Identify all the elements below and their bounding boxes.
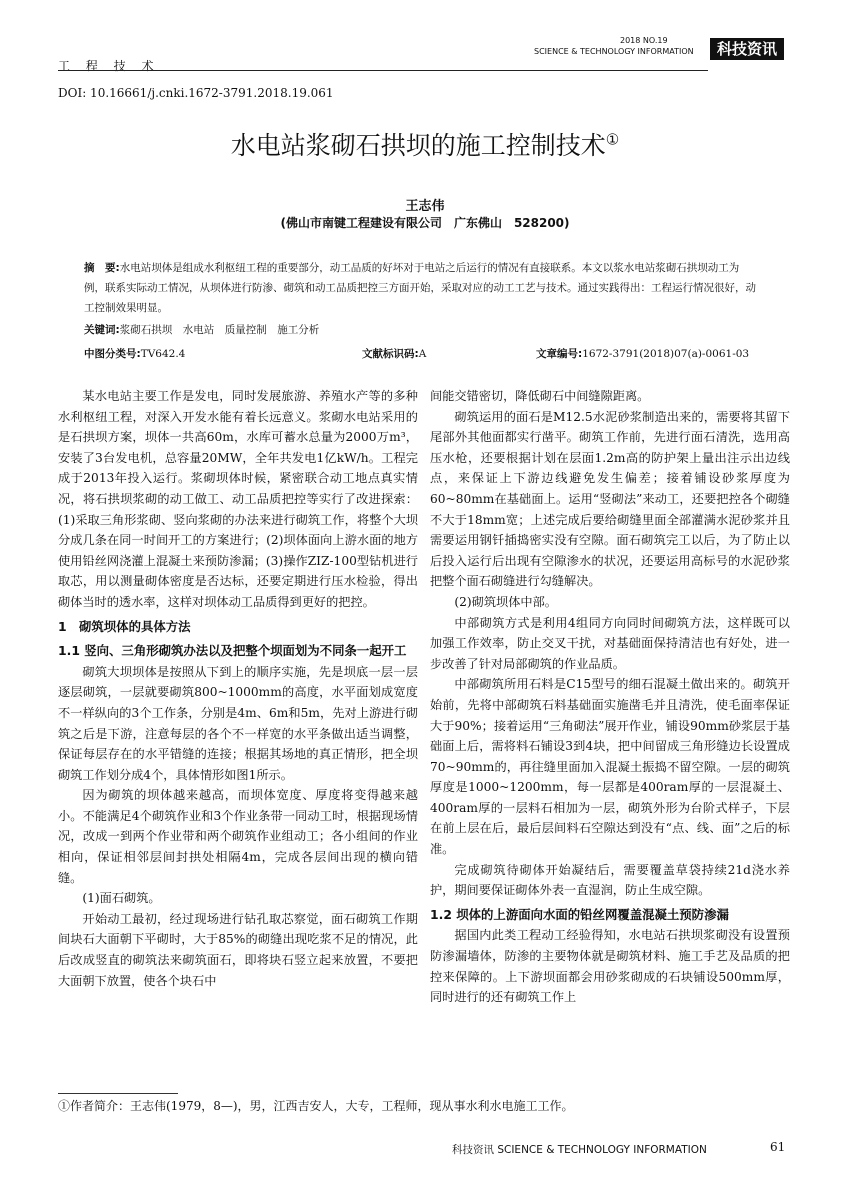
subsection-heading: 1.2 坝体的上游面向水面的铅丝网覆盖混凝土预防渗漏	[430, 906, 729, 922]
paragraph: 砌筑大坝坝体是按照从下到上的顺序实施，先是坝底一层一层逐层砌筑，一层就要砌筑800~1000mm的高度，水平面划成宽度不一样纵向的3个工作条，分别是4m、6m和5m，先对上游进行砌筑之后是下游，注意每层的各个不一样宽的水平条做出适当调整，保证每层存在的水平错缝的连接；根据其场地的真正情形，把全坝砌筑工作划分成4个，具体情形如图1所示。	[58, 664, 418, 782]
paragraph: 完成砌筑待砌体开始凝结后，需要覆盖草袋持续21d浇水养护，期间要保证砌体外表一直湿润，防止生成空隙。	[430, 862, 790, 898]
page-number: 61	[770, 1140, 786, 1154]
paragraph: (2)砌筑坝体中部。	[454, 594, 557, 609]
section-heading: 1 砌筑坝体的具体方法	[58, 618, 191, 634]
footnote-rule	[58, 1093, 178, 1094]
keywords-label: 关键词:	[84, 324, 120, 336]
paragraph: 某水电站主要工作是发电，同时发展旅游、养殖水产等的多种水利枢纽工程，对深入开发水能有着长远意义。浆砌水电站采用的是石拱坝方案，坝体一共高60m，水库可蓄水总量为2000万m³，安装了3台发电机，总容量20MW，全年共发电1亿kW/h。工程完成于2013年投入运行。浆砌坝体时候，紧密联合动工地点真实情况，将石拱坝浆砌的动工做工、动工品质把控等实行了改进探索：(1)采取三角形浆砌、竖向浆砌的办法来进行砌筑工作，将整个大坝分成几条在同一时间开工的方案进行；(2)坝体面向上游水面的地方使用铅丝网浇灌上混凝土来预防渗漏；(3)操作ZIZ-100型钻机进行取芯，用以测量砌体密度是否达标，还要定期进行压水检验，得出砌体当时的透水率，这样对坝体动工品质得到更好的把控。	[58, 389, 418, 609]
article-number: 文章编号:1672-3791(2018)07(a)-0061-03	[536, 348, 750, 360]
left-column	[58, 386, 418, 991]
paragraph: 因为砌筑的坝体越来越高，而坝体宽度、厚度将变得越来越小。不能满足4个砌筑作业和3个作业条带一同动工时，根据现场情况，改成一到两个作业带和两个砌筑作业组动工；各小组间的作业相向，保证相邻层间封拱处相隔4m，完成各层间出现的横向错缝。	[58, 788, 418, 885]
abstract-label: 摘 要:	[84, 262, 120, 274]
section-label: 工 程 技 术	[58, 59, 160, 73]
header-rule	[58, 70, 708, 71]
right-column	[430, 386, 790, 1008]
paragraph: 开始动工最初，经过现场进行钻孔取芯察觉，面石砌筑工作期间块石大面朝下平砌时，大于85%的砌缝出现吃浆不足的情况，此后改成竖直的砌筑法来砌筑面石，即将块石竖立起来放置，不要把大面朝下放置，使各个块石中	[58, 911, 418, 988]
keywords-text: 浆砌石拱坝 水电站 质量控制 施工分析	[119, 324, 320, 336]
paragraph: 中部砌筑方式是利用4组同方向同时间砌筑方法，这样既可以加强工作效率，防止交叉干扰，对基础面保持清洁也有好处，进一步改善了针对局部砌筑的作业品质。	[430, 615, 790, 671]
subsection-heading: 1.1 竖向、三角形砌筑办法以及把整个坝面划为不同条一起开工	[58, 643, 407, 659]
journal-english: SCIENCE & TECHNOLOGY INFORMATION	[534, 47, 694, 56]
paragraph: 据国内此类工程动工经验得知，水电站石拱坝浆砌没有设置预防渗漏墙体，防渗的主要物体就是砌筑材料、施工手艺及品质的把控来保障的。上下游坝面都会用砂浆砌成的石块铺设500mm厚，同时进行的还有砌筑工作上	[430, 928, 790, 1005]
abstract	[84, 258, 760, 318]
issue-label: 2018 NO.19	[620, 36, 668, 45]
title-footnote-mark: ①	[605, 130, 620, 149]
footnote: ①作者简介：王志伟(1979，8—)，男，江西吉安人，大专，工程师，现从事水利水电施工工作。	[58, 1099, 574, 1113]
author: 王志伟	[405, 199, 445, 214]
paragraph: (1)面石砌筑。	[82, 891, 161, 906]
journal-badge: 科技资讯	[710, 38, 784, 60]
paragraph: 中部砌筑所用石料是C15型号的细石混凝土做出来的。砌筑开始前，先将中部砌筑石料基础面实施凿毛并且清洗，使毛面率保证大于90%；接着运用“三角砌法”展开作业，铺设90mm砂浆层于基础面上后，需将料石铺设3到4块，把中间留成三角形缝边长设置成70~90mm的，再往缝里面加入混凝土振捣不留空隙。一层的砌筑厚度是1000~1200mm，每一层都是400ram厚的一层混凝土、400ram厚的一层料石相加为一层，砌筑外形为台阶式样子，下层在前上层在后，最后层间料石空隙达到没有“点、线、面”之后的标准。	[430, 677, 790, 857]
clc-number: 中图分类号:TV642.4	[84, 348, 186, 360]
footer-journal: 科技资讯 SCIENCE & TECHNOLOGY INFORMATION	[452, 1144, 707, 1156]
document-code: 文献标识码:A	[362, 348, 427, 360]
keywords	[84, 322, 319, 337]
paragraph: 砌筑运用的面石是M12.5水泥砂浆制造出来的，需要将其留下尾部外其他面都实行凿平。砌筑工作前，先进行面石清洗，选用高压水枪，还要根据计划在层面1.2m高的防护架上量出注示出边线点，来保证上下游边线避免发生偏差；接着铺设砂浆厚度为60~80mm在基础面上。运用“竖砌法”来动工，还要把控各个砌缝不大于18mm宽；上述完成后要给砌缝里面全部灌满水泥砂浆并且需要运用钢钎插捣密实没有空隙。面石砌筑完工以后，为了防止以后投入运行后出现有空隙渗水的状况，还要运用高标号的水泥砂浆把整个面石砌缝进行勾缝解决。	[430, 409, 790, 589]
paragraph: 间能交错密切，降低砌石中间缝隙距离。	[430, 389, 650, 403]
paper-title: 水电站浆砌石拱坝的施工控制技术①	[230, 130, 620, 160]
doi[interactable]: DOI: 10.16661/j.cnki.1672-3791.2018.19.061	[58, 86, 334, 100]
abstract-text: 水电站坝体是组成水利枢纽工程的重要部分，动工品质的好坏对于电站之后运行的情况有直接联系。本文以浆水电站浆砌石拱坝动工为例，联系实际动工情况，从坝体进行防渗、砌筑和动工品质把控三方面开始，采取对应的动工工艺与技术。通过实践得出：工程运行情况很好，动工控制效果明显。	[84, 262, 756, 314]
affiliation: (佛山市南键工程建设有限公司 广东佛山 528200)	[280, 216, 570, 230]
